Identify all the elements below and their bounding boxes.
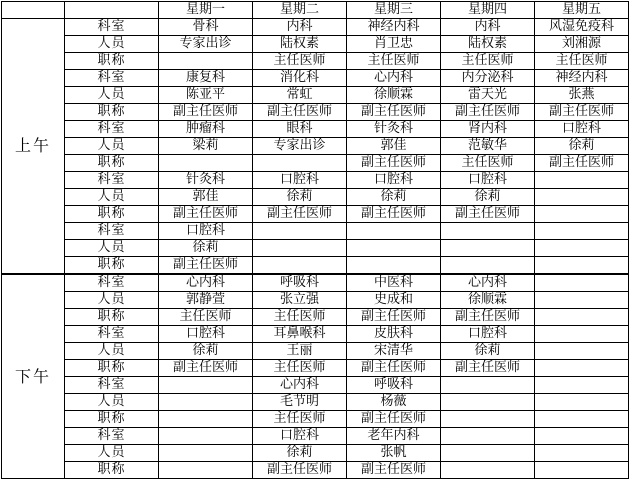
period-label: 下午 <box>2 274 65 479</box>
schedule-cell: 副主任医师 <box>535 155 629 172</box>
schedule-cell: 主任医师 <box>253 411 347 428</box>
field-label: 科室 <box>65 223 159 240</box>
schedule-cell <box>253 257 347 275</box>
clinic-schedule-table <box>1 1 629 479</box>
schedule-cell: 口腔科 <box>441 172 535 189</box>
schedule-cell: 史成和 <box>347 292 441 309</box>
schedule-cell: 张帆 <box>347 445 441 462</box>
schedule-row <box>2 121 629 138</box>
schedule-row <box>2 223 629 240</box>
schedule-cell: 口腔科 <box>253 172 347 189</box>
schedule-cell: 风湿免疫科 <box>535 19 629 36</box>
schedule-cell <box>535 189 629 206</box>
schedule-cell: 徐莉 <box>253 189 347 206</box>
field-label: 人员 <box>65 394 159 411</box>
field-label: 人员 <box>65 343 159 360</box>
corner-cell <box>2 2 65 19</box>
schedule-cell: 副主任医师 <box>441 206 535 223</box>
field-label: 科室 <box>65 326 159 343</box>
schedule-cell <box>535 462 629 479</box>
schedule-cell: 毛节明 <box>253 394 347 411</box>
schedule-cell: 副主任医师 <box>159 206 253 223</box>
schedule-cell <box>159 155 253 172</box>
schedule-cell: 康复科 <box>159 70 253 87</box>
schedule-cell <box>535 206 629 223</box>
schedule-cell <box>253 240 347 257</box>
schedule-cell: 徐顺霖 <box>441 292 535 309</box>
day-header-wed: 星期三 <box>347 2 441 19</box>
schedule-cell: 主任医师 <box>535 53 629 70</box>
schedule-cell: 主任医师 <box>159 309 253 326</box>
schedule-cell <box>441 428 535 445</box>
schedule-cell: 内科 <box>441 19 535 36</box>
schedule-cell: 主任医师 <box>441 155 535 172</box>
schedule-cell: 口腔科 <box>535 121 629 138</box>
schedule-row <box>2 445 629 462</box>
schedule-cell: 徐莉 <box>159 240 253 257</box>
schedule-cell: 内分泌科 <box>441 70 535 87</box>
field-label: 科室 <box>65 19 159 36</box>
schedule-row <box>2 309 629 326</box>
schedule-cell: 主任医师 <box>253 53 347 70</box>
schedule-cell <box>441 462 535 479</box>
schedule-cell <box>159 445 253 462</box>
schedule-row <box>2 104 629 121</box>
schedule-cell: 心内科 <box>347 70 441 87</box>
schedule-cell <box>159 394 253 411</box>
schedule-row <box>2 70 629 87</box>
schedule-cell: 副主任医师 <box>441 309 535 326</box>
schedule-cell: 郭佳 <box>347 138 441 155</box>
schedule-cell: 口腔科 <box>441 326 535 343</box>
day-header-thu: 星期四 <box>441 2 535 19</box>
field-label: 人员 <box>65 189 159 206</box>
field-label: 职称 <box>65 309 159 326</box>
schedule-cell: 陆权素 <box>441 36 535 53</box>
schedule-cell: 副主任医师 <box>347 360 441 377</box>
schedule-cell: 肿瘤科 <box>159 121 253 138</box>
schedule-cell: 副主任医师 <box>347 104 441 121</box>
schedule-cell: 耳鼻喉科 <box>253 326 347 343</box>
field-label: 人员 <box>65 445 159 462</box>
schedule-cell <box>535 377 629 394</box>
field-label: 科室 <box>65 121 159 138</box>
period-label: 上午 <box>2 19 65 275</box>
schedule-cell: 郭静萱 <box>159 292 253 309</box>
schedule-row <box>2 155 629 172</box>
schedule-cell <box>253 155 347 172</box>
field-label: 职称 <box>65 155 159 172</box>
schedule-cell: 呼吸科 <box>253 274 347 292</box>
schedule-cell: 副主任医师 <box>159 257 253 275</box>
schedule-cell: 针灸科 <box>159 172 253 189</box>
schedule-cell: 口腔科 <box>159 326 253 343</box>
schedule-cell <box>441 394 535 411</box>
schedule-cell: 徐顺霖 <box>347 87 441 104</box>
schedule-cell <box>253 223 347 240</box>
schedule-cell: 副主任医师 <box>347 206 441 223</box>
schedule-cell <box>441 411 535 428</box>
schedule-cell <box>159 377 253 394</box>
schedule-cell: 常虹 <box>253 87 347 104</box>
schedule-cell: 副主任医师 <box>253 462 347 479</box>
schedule-cell <box>535 445 629 462</box>
field-label: 职称 <box>65 53 159 70</box>
schedule-row <box>2 411 629 428</box>
schedule-cell: 主任医师 <box>253 360 347 377</box>
schedule-cell: 副主任医师 <box>159 104 253 121</box>
field-label: 职称 <box>65 411 159 428</box>
schedule-cell <box>535 240 629 257</box>
schedule-cell <box>535 223 629 240</box>
schedule-cell: 张燕 <box>535 87 629 104</box>
schedule-cell: 副主任医师 <box>253 104 347 121</box>
schedule-cell: 神经内科 <box>347 19 441 36</box>
schedule-cell <box>441 445 535 462</box>
schedule-cell: 骨科 <box>159 19 253 36</box>
schedule-cell: 老年内科 <box>347 428 441 445</box>
schedule-cell: 主任医师 <box>347 53 441 70</box>
schedule-cell <box>159 411 253 428</box>
schedule-row <box>2 240 629 257</box>
schedule-cell: 主任医师 <box>441 53 535 70</box>
schedule-cell: 副主任医师 <box>253 206 347 223</box>
schedule-cell: 王丽 <box>253 343 347 360</box>
schedule-row <box>2 274 629 292</box>
schedule-cell <box>535 172 629 189</box>
day-header-tue: 星期二 <box>253 2 347 19</box>
schedule-row <box>2 292 629 309</box>
schedule-body <box>2 19 629 479</box>
field-label: 人员 <box>65 138 159 155</box>
schedule-cell: 刘湘源 <box>535 36 629 53</box>
schedule-row <box>2 428 629 445</box>
day-header-mon: 星期一 <box>159 2 253 19</box>
schedule-cell: 张立强 <box>253 292 347 309</box>
field-label: 职称 <box>65 257 159 275</box>
schedule-row <box>2 19 629 36</box>
schedule-cell: 心内科 <box>441 274 535 292</box>
schedule-cell: 徐莉 <box>347 189 441 206</box>
schedule-cell: 杨薇 <box>347 394 441 411</box>
field-label: 职称 <box>65 104 159 121</box>
schedule-cell <box>535 360 629 377</box>
schedule-cell: 内科 <box>253 19 347 36</box>
schedule-cell <box>535 257 629 275</box>
schedule-cell <box>535 292 629 309</box>
schedule-cell: 副主任医师 <box>441 104 535 121</box>
schedule-cell: 口腔科 <box>253 428 347 445</box>
schedule-cell: 徐莉 <box>253 445 347 462</box>
schedule-cell: 针灸科 <box>347 121 441 138</box>
schedule-cell <box>535 411 629 428</box>
schedule-row <box>2 257 629 275</box>
schedule-cell: 呼吸科 <box>347 377 441 394</box>
schedule-row <box>2 360 629 377</box>
schedule-cell: 神经内科 <box>535 70 629 87</box>
schedule-cell: 陈亚平 <box>159 87 253 104</box>
schedule-cell <box>159 428 253 445</box>
schedule-cell <box>441 257 535 275</box>
schedule-cell: 副主任医师 <box>441 360 535 377</box>
schedule-row <box>2 53 629 70</box>
schedule-cell: 陆权素 <box>253 36 347 53</box>
schedule-cell: 皮肤科 <box>347 326 441 343</box>
schedule-cell: 徐莉 <box>441 189 535 206</box>
schedule-row <box>2 377 629 394</box>
schedule-row <box>2 87 629 104</box>
schedule-row <box>2 138 629 155</box>
schedule-cell: 口腔科 <box>347 172 441 189</box>
schedule-cell: 徐莉 <box>441 343 535 360</box>
field-label: 职称 <box>65 360 159 377</box>
schedule-cell: 副主任医师 <box>535 104 629 121</box>
schedule-row <box>2 326 629 343</box>
schedule-cell <box>159 462 253 479</box>
schedule-cell: 副主任医师 <box>347 309 441 326</box>
schedule-cell <box>441 223 535 240</box>
field-label: 职称 <box>65 206 159 223</box>
schedule-cell: 宋清华 <box>347 343 441 360</box>
schedule-cell: 副主任医师 <box>347 411 441 428</box>
schedule-cell: 梁莉 <box>159 138 253 155</box>
schedule-cell: 口腔科 <box>159 223 253 240</box>
schedule-row <box>2 462 629 479</box>
schedule-cell <box>535 343 629 360</box>
schedule-cell <box>347 257 441 275</box>
schedule-cell: 专家出诊 <box>159 36 253 53</box>
schedule-cell: 徐莉 <box>159 343 253 360</box>
schedule-cell: 雷天光 <box>441 87 535 104</box>
field-label: 职称 <box>65 462 159 479</box>
schedule-cell: 心内科 <box>253 377 347 394</box>
schedule-row <box>2 343 629 360</box>
schedule-row <box>2 189 629 206</box>
schedule-row <box>2 172 629 189</box>
field-label: 科室 <box>65 172 159 189</box>
schedule-cell: 徐莉 <box>535 138 629 155</box>
field-label: 人员 <box>65 36 159 53</box>
schedule-cell <box>347 240 441 257</box>
schedule-cell <box>347 223 441 240</box>
day-header-fri: 星期五 <box>535 2 629 19</box>
schedule-cell: 主任医师 <box>253 309 347 326</box>
schedule-cell <box>535 394 629 411</box>
schedule-row <box>2 206 629 223</box>
schedule-cell: 副主任医师 <box>347 462 441 479</box>
schedule-cell: 眼科 <box>253 121 347 138</box>
schedule-row <box>2 36 629 53</box>
schedule-cell: 消化科 <box>253 70 347 87</box>
schedule-cell <box>441 377 535 394</box>
header-cell-empty <box>65 2 159 19</box>
schedule-cell: 郭佳 <box>159 189 253 206</box>
field-label: 人员 <box>65 240 159 257</box>
schedule-cell: 副主任医师 <box>159 360 253 377</box>
field-label: 科室 <box>65 274 159 292</box>
schedule-cell <box>159 53 253 70</box>
schedule-cell: 范敏华 <box>441 138 535 155</box>
schedule-cell: 心内科 <box>159 274 253 292</box>
header-row <box>2 2 629 19</box>
field-label: 人员 <box>65 292 159 309</box>
schedule-cell <box>441 240 535 257</box>
field-label: 人员 <box>65 87 159 104</box>
schedule-cell <box>535 428 629 445</box>
field-label: 科室 <box>65 70 159 87</box>
schedule-cell: 肖卫忠 <box>347 36 441 53</box>
schedule-cell: 专家出诊 <box>253 138 347 155</box>
schedule-cell: 副主任医师 <box>347 155 441 172</box>
schedule-row <box>2 394 629 411</box>
field-label: 科室 <box>65 377 159 394</box>
schedule-cell <box>535 326 629 343</box>
field-label: 科室 <box>65 428 159 445</box>
schedule-cell: 中医科 <box>347 274 441 292</box>
schedule-cell: 肾内科 <box>441 121 535 138</box>
schedule-cell <box>535 274 629 292</box>
schedule-cell <box>535 309 629 326</box>
